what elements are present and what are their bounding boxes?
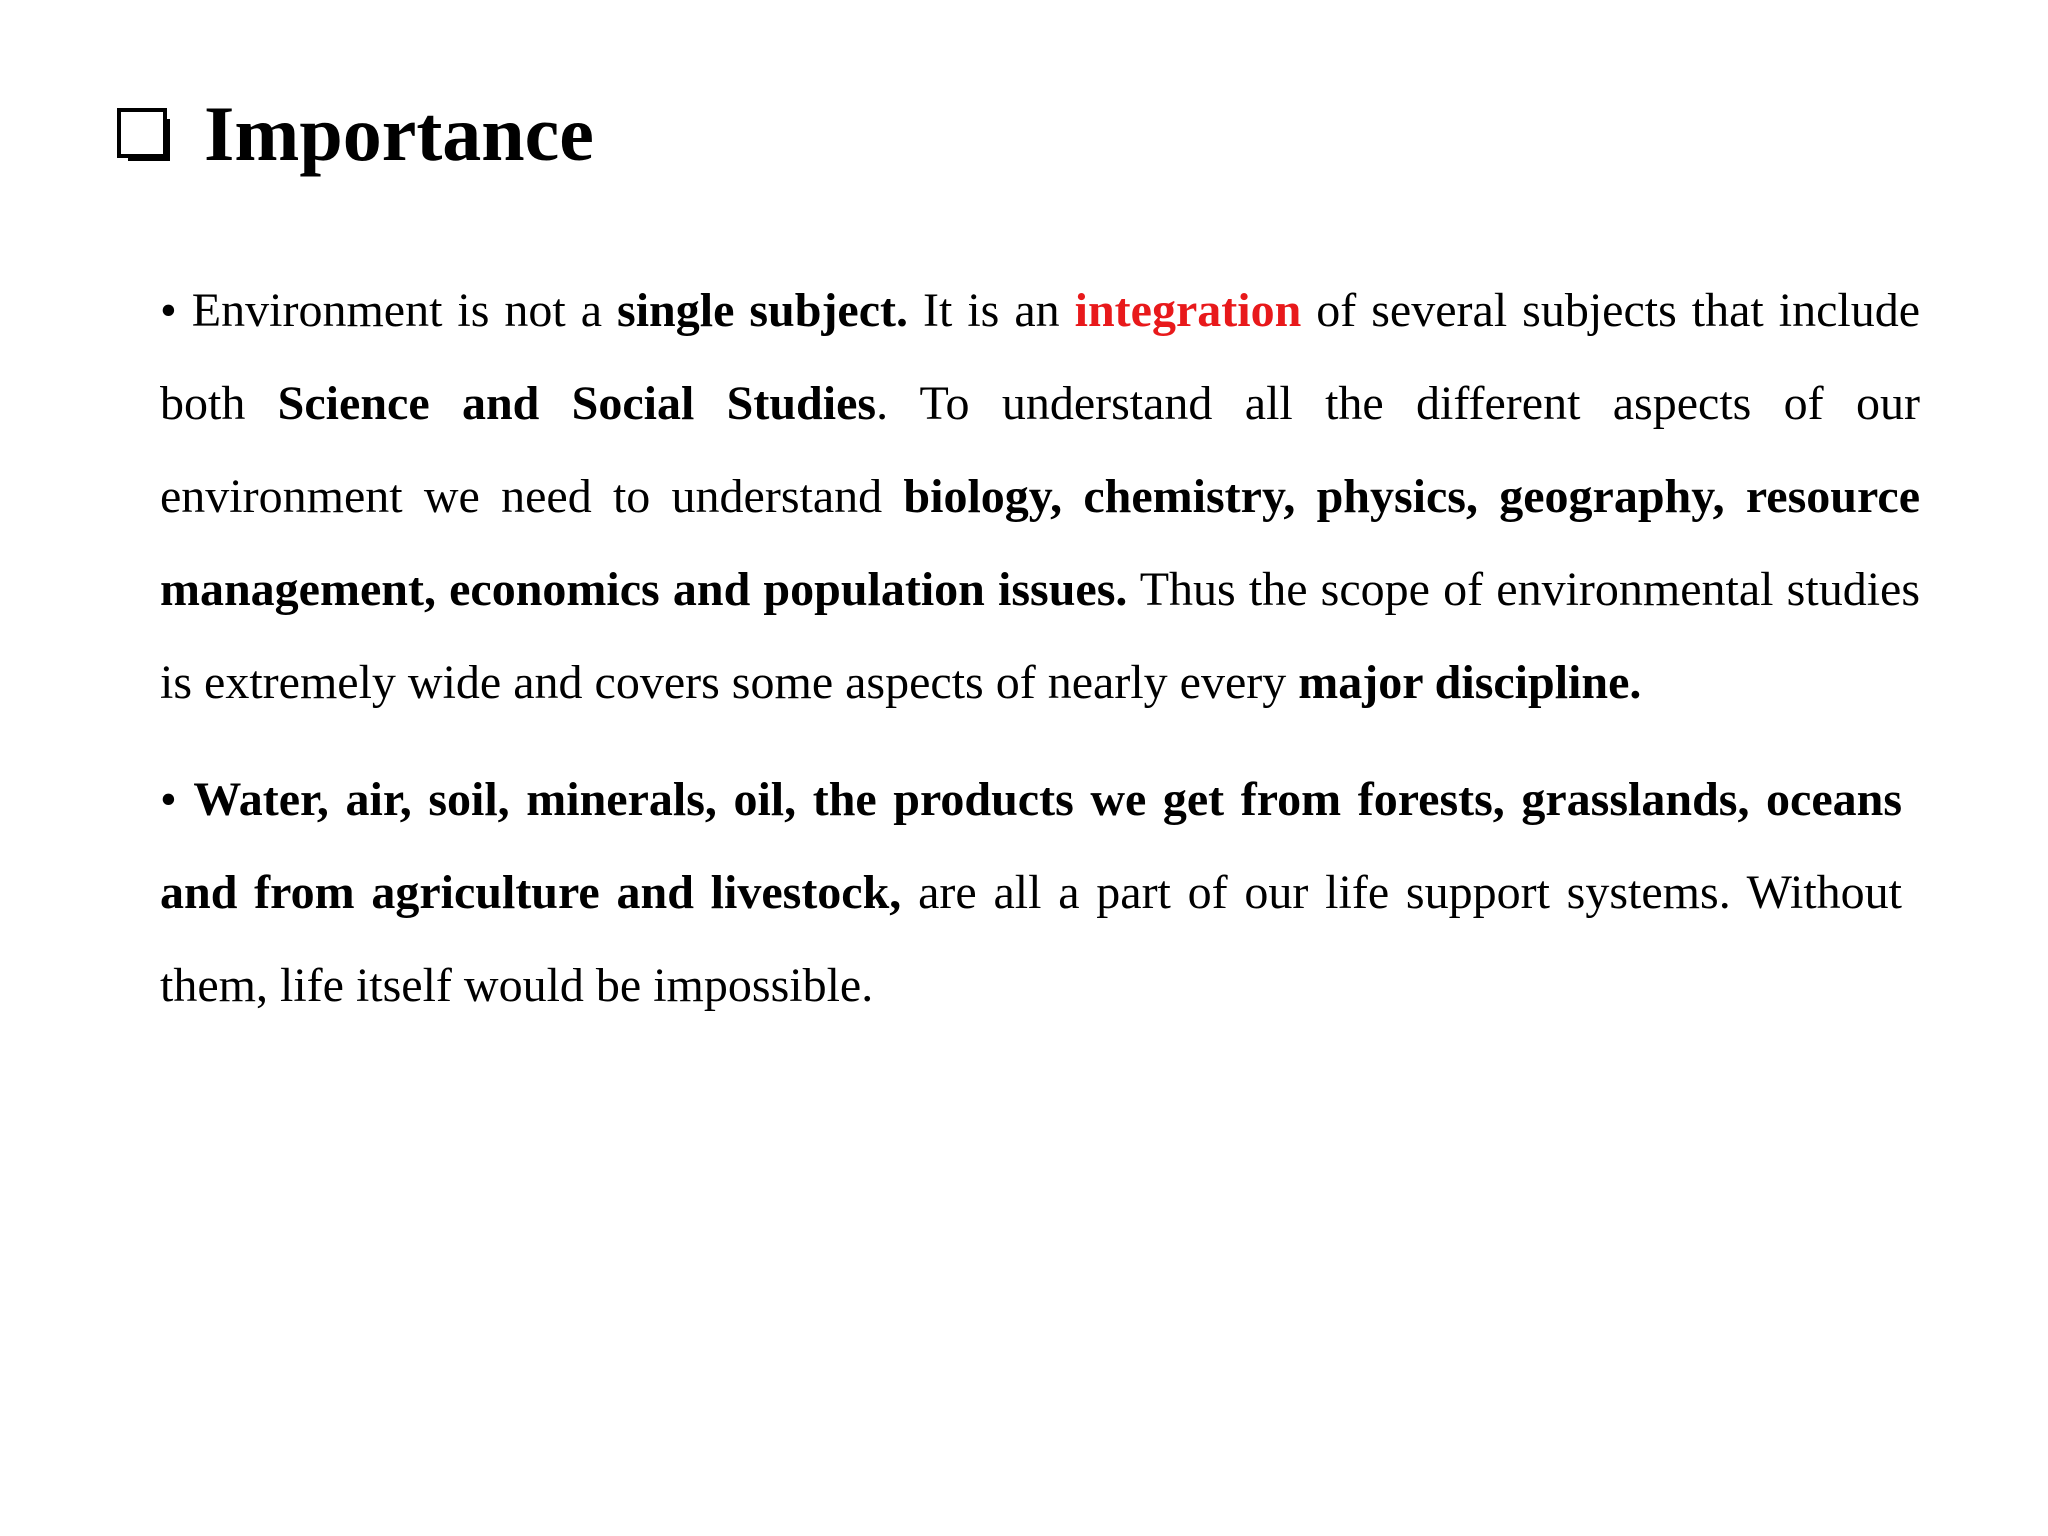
paragraph-1-text-2: It is an bbox=[908, 284, 1075, 337]
paragraph-1-emphasis-science-social-studies: Science and Social Studies bbox=[277, 377, 877, 430]
paragraph-2 bbox=[160, 753, 1902, 1032]
paragraph-1-text-1: Environment is not a bbox=[176, 284, 618, 337]
paragraph-1-text-5: Thus the scope of environmental studies is extremely wide and covers some aspects of nearly every bbox=[160, 563, 1921, 709]
paragraph-1-emphasis-major-discipline: major discipline. bbox=[1298, 656, 1642, 709]
paragraph-2-text-1: are all a part of our life support systems. Without them, life itself would be impossible. bbox=[160, 866, 1902, 1012]
paragraph-2-emphasis-resources: Water, air, soil, minerals, oil, the products we get from forests, grasslands, oceans and from agriculture and livestock, bbox=[160, 773, 1903, 919]
paragraph-1-emphasis-disciplines: biology, chemistry, physics, geography, resource management, economics and population issues. bbox=[160, 470, 1920, 616]
checkbox-icon bbox=[112, 103, 174, 165]
paragraph-1-accent-integration: integration bbox=[1074, 284, 1302, 337]
heading bbox=[112, 82, 594, 186]
bullet: • bbox=[160, 773, 177, 826]
bullet: • bbox=[160, 284, 177, 337]
paragraph-1-text-4: . To understand all the different aspects of our environment we need to understand bbox=[160, 377, 1920, 523]
paragraph-2-space bbox=[177, 773, 194, 826]
content bbox=[160, 264, 1920, 1032]
paragraph-1-emphasis-single-subject: single subject. bbox=[617, 284, 909, 337]
paragraph-1-text-3: of several subjects that include both bbox=[160, 284, 1921, 430]
paragraph-1 bbox=[160, 264, 1920, 729]
page-title: Importance bbox=[204, 90, 594, 177]
